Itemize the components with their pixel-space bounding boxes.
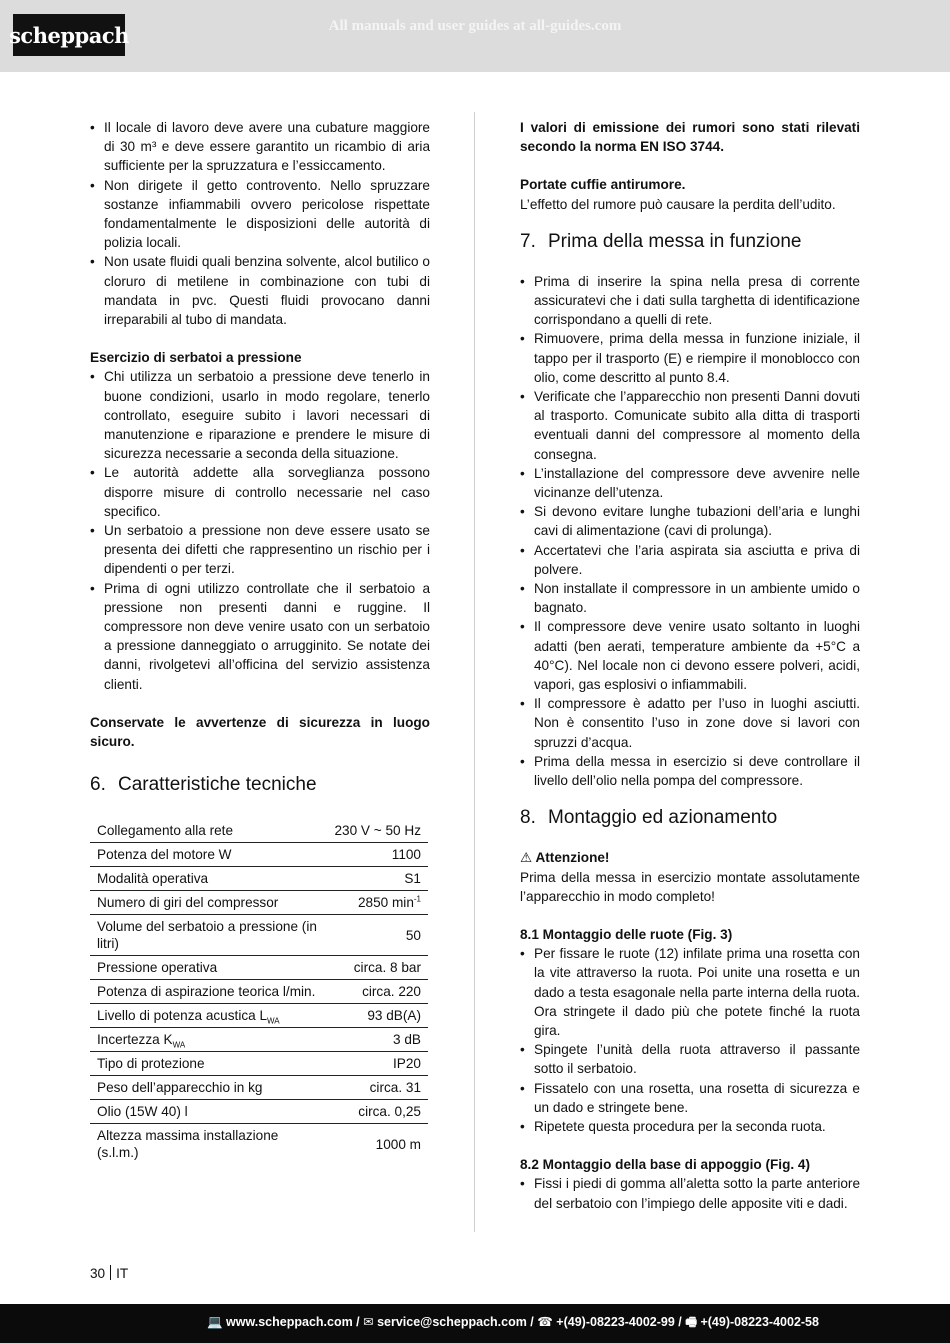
list-item: • Il locale di lavoro deve avere una cubature maggiore di 30 m³ e deve essere garantito un ricambio di aria sufficiente per la spruzzatura e l’essiccamento.	[90, 118, 430, 176]
spec-value: circa. 0,25	[327, 1100, 428, 1124]
spec-value: 1000 m	[375, 1136, 421, 1152]
table-row	[90, 956, 428, 980]
table-row	[90, 980, 428, 1004]
list-item: • Un serbatoio a pressione non deve essere usato se presenta dei difetti che rappresentino un rischio per i dipendenti o per terzi.	[90, 521, 430, 579]
spec-label: Collegamento alla rete	[90, 819, 327, 843]
spec-label: Numero di giri del compressor	[90, 891, 327, 915]
list-item: • Prima della messa in esercizio si deve controllare il livello dell’olio nella pompa del compressore.	[520, 752, 860, 790]
left-column	[90, 118, 430, 1164]
bullet-list-before-use	[520, 272, 860, 790]
ear-protection-heading: Portate cuffie antirumore.	[520, 177, 686, 193]
table-row	[90, 915, 428, 956]
right-column	[520, 118, 860, 1213]
brand-logo: scheppach	[13, 14, 125, 56]
spec-value: 2850 $\min^{-1}$	[327, 891, 428, 915]
list-item: • Non installate il compressore in un ambiente umido o bagnato.	[520, 579, 860, 617]
table-row	[90, 1124, 428, 1165]
spec-value: IP20	[327, 1052, 428, 1076]
keep-warnings-note: Conservate le avvertenze di sicurezza in luogo sicuro.	[90, 714, 430, 750]
table-row	[90, 1004, 428, 1028]
bullet-list-base	[520, 1174, 860, 1212]
list-item: • Ripetete questa procedura per la seconda ruota.	[520, 1117, 860, 1136]
list-item: • Non dirigete il getto controvento. Nello spruzzare sostanze infiammabili ovvero pericolose rispettate fondamentalmente le disposizioni delle autorità di polizia locali.	[90, 176, 430, 253]
spec-label: Livello di potenza acustica $L_{WA}$	[90, 1004, 327, 1028]
spec-label: Olio (15W 40) l	[90, 1100, 327, 1124]
spec-value: circa. 31	[327, 1076, 428, 1100]
table-row	[90, 819, 428, 843]
spec-label: Potenza del motore W	[90, 843, 327, 867]
list-item: • Il compressore deve venire usato soltanto in luoghi adatti (ben aerati, temperature ambiente da +5°C a 40°C). Nel locale non ci devono essere polveri, acidi, vapori, gas esplosivi o infiammabili.	[520, 617, 860, 694]
bullet-list-wheels	[520, 944, 860, 1136]
list-item: • Fissi i piedi di gomma all’aletta sotto la parte anteriore del serbatoio con l’impiego delle apposite viti e dadi.	[520, 1174, 860, 1212]
attention-heading: ⚠ Attenzione!	[520, 850, 610, 866]
bullet-list-pressure	[90, 367, 430, 693]
spec-label: Incertezza $K_{WA}$	[90, 1028, 327, 1052]
spec-value: 3 dB	[327, 1028, 428, 1052]
base-heading: 8.2 Montaggio della base di appoggio (Fig. 4)	[520, 1157, 811, 1173]
table-row	[90, 1076, 428, 1100]
spec-label: Volume del serbatoio a pressione (in litri)	[90, 915, 327, 956]
spec-value: 50	[327, 915, 428, 956]
ear-protection-text: L’effetto del rumore può causare la perdita dell’udito.	[520, 196, 836, 212]
section-6-heading: 6. Caratteristiche tecniche	[90, 774, 317, 796]
table-row	[90, 843, 428, 867]
list-item: • Fissatelo con una rosetta, una rosetta di sicurezza e un dado e stringete bene.	[520, 1079, 860, 1117]
bullet-list-workroom	[90, 118, 430, 329]
spec-value: 230 V ~ 50 Hz	[327, 819, 428, 843]
list-item: • Verificate che l’apparecchio non presenti Danni dovuti al trasporto. Comunicate subito alla ditta di trasporti eventuali danni del compressore al momento della consegna.	[520, 387, 860, 464]
list-item: • Rimuovere, prima della messa in funzione iniziale, il tappo per il trasporto (E) e riempire il monoblocco con olio, come descritto al punto 8.4.	[520, 329, 860, 387]
list-item: • Accertatevi che l’aria aspirata sia asciutta e priva di polvere.	[520, 541, 860, 579]
spec-value: 93 dB(A)	[327, 1004, 428, 1028]
page-number: 30 IT	[90, 1266, 129, 1281]
section-8-heading: 8. Montaggio ed azionamento	[520, 807, 778, 829]
table-row	[90, 867, 428, 891]
contact-line: 💻 www.scheppach.com / ✉ service@scheppach.com / ☎ +(49)-08223-4002-99 / 🖷 +(49)-08223-4002-58	[207, 1315, 819, 1329]
wheels-heading: 8.1 Montaggio delle ruote (Fig. 3)	[520, 926, 733, 942]
table-row	[90, 1100, 428, 1124]
spec-value: 1100	[327, 843, 428, 867]
list-item: • Chi utilizza un serbatoio a pressione deve tenerlo in buone condizioni, usarlo in modo regolare, tenerlo controllato, eseguire subito i lavori necessari di manutenzione e riparazione e prendere le misure di sicurezza necessarie a seconda della situazione.	[90, 367, 430, 463]
spec-label: Peso dell’apparecchio in kg	[90, 1076, 327, 1100]
list-item: • Non usate fluidi quali benzina solvente, alcol butilico o cloruro di metilene in combinazione con tubi di mandata in pvc. Questi fluidi provocano danni irreparabili al tubo di mandata.	[90, 252, 430, 329]
list-item: • Per fissare le ruote (12) infilate prima una rosetta con la vite attraverso la ruota. Poi unite una rosetta e un dado a testa esagonale nella parte interna della ruota. Ora stringete il dado più che potete finché la ruota gira.	[520, 944, 860, 1040]
list-item: • Spingete l’unità della ruota attraverso il passante sotto il serbatoio.	[520, 1040, 860, 1078]
table-row	[90, 1052, 428, 1076]
attention-text: Prima della messa in esercizio montate assolutamente l’apparecchio in modo completo!	[520, 869, 860, 904]
list-item: • Prima di inserire la spina nella presa di corrente assicuratevi che i dati sulla targhetta di identificazione corrispondano a quelli di rete.	[520, 272, 860, 330]
spec-label: Altezza massima installazione (s.l.m.)	[97, 1128, 279, 1161]
pressure-tanks-heading: Esercizio di serbatoi a pressione	[90, 350, 302, 366]
list-item: • Il compressore è adatto per l’uso in luoghi asciutti. Non è consentito l’uso in zone dove si lavori con spruzzi d’acqua.	[520, 694, 860, 752]
footer-bar	[0, 1304, 950, 1343]
top-bar	[0, 0, 950, 72]
list-item: • Prima di ogni utilizzo controllate che il serbatoio a pressione non presenti danni e ruggine. Il compressore non deve venire usato con un serbatoio a pressione danneggiato o arrugginito. Se notate dei danni, rivolgetevi all’officina del servizio assistenza clienti.	[90, 579, 430, 694]
list-item: • L’installazione del compressore deve avvenire nelle vicinanze dell’utenza.	[520, 464, 860, 502]
section-7-heading: 7. Prima della messa in funzione	[520, 230, 802, 252]
watermark: All manuals and user guides at all-guides.com	[328, 18, 622, 34]
spec-label: Pressione operativa	[90, 956, 327, 980]
column-divider	[474, 112, 475, 1232]
list-item: • Si devono evitare lunghe tubazioni dell’aria e lunghi cavi di alimentazione (cavi di prolunga).	[520, 502, 860, 540]
table-row	[90, 1028, 428, 1052]
spec-label: Tipo di protezione	[90, 1052, 327, 1076]
specs-table	[90, 819, 428, 1164]
spec-value: circa. 8 bar	[327, 956, 428, 980]
spec-label: Potenza di aspirazione teorica l/min.	[90, 980, 327, 1004]
spec-value: circa. 220	[327, 980, 428, 1004]
spec-label: Modalità operativa	[90, 867, 327, 891]
list-item: • Le autorità addette alla sorveglianza possono disporre misure di controllo necessarie nel caso specifico.	[90, 463, 430, 521]
spec-value: S1	[327, 867, 428, 891]
table-row	[90, 891, 428, 915]
noise-note: I valori di emissione dei rumori sono stati rilevati secondo la norma EN ISO 3744.	[520, 120, 860, 155]
